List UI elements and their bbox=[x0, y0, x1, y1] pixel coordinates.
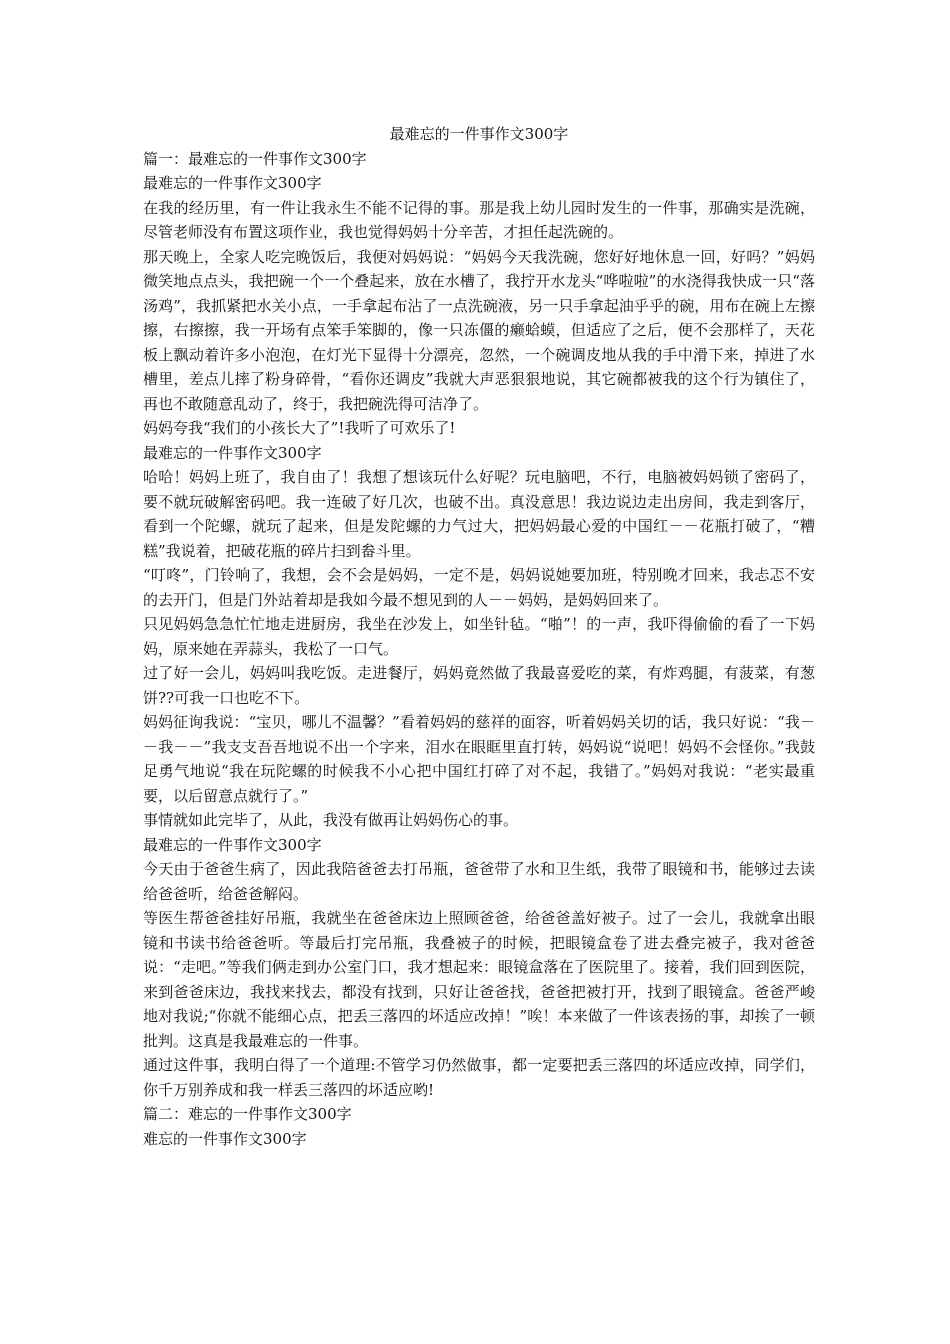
paragraph: 只见妈妈急急忙忙地走进厨房，我坐在沙发上，如坐针毡。“啪”！的一声，我吓得偷偷的看了一下妈妈，原来她在弄蒜头，我松了一口气。 bbox=[143, 615, 815, 658]
paragraph: 在我的经历里，有一件让我永生不能不记得的事。那是我上幼儿园时发生的一件事，那确实是洗碗，尽管老师没有布置这项作业，我也觉得妈妈十分辛苦，才担任起洗碗的。 bbox=[143, 198, 815, 241]
paragraph: 等医生帮爸爸挂好吊瓶，我就坐在爸爸床边上照顾爸爸，给爸爸盖好被子。过了一会儿，我就拿出眼镜和书读书给爸爸听。等最后打完吊瓶，我叠被子的时候，把眼镜盒卷了进去叠完被子，我对爸爸说：“走吧。”等我们俩走到办公室门口，我才想起来：眼镜盒落在了医院里了。接着，我们回到医院，来到爸爸床边，我找来找去，都没有找到，只好让爸爸找，爸爸把被打开，找到了眼镜盒。爸爸严峻地对我说;“你就不能细心点，把丢三落四的坏适应改掉！”唉！本来做了一件该表扬的事，却挨了一顿批判。这真是我最难忘的一件事。 bbox=[143, 909, 815, 1050]
paragraph: 过了好一会儿，妈妈叫我吃饭。走进餐厅，妈妈竟然做了我最喜爱吃的菜，有炸鸡腿，有菠菜，有葱饼??可我一口也吃不下。 bbox=[143, 664, 815, 707]
paragraph: 妈妈征询我说：“宝贝，哪儿不温馨？”看着妈妈的慈祥的面容，听着妈妈关切的话，我只好说：“我－－我－－”我支支吾吾地说不出一个字来，泪水在眼眶里直打转，妈妈说“说吧！妈妈不会怪你。”我鼓足勇气地说“我在玩陀螺的时候我不小心把中国红打碎了对不起，我错了。”妈妈对我说：“老实最重要，以后留意点就行了。” bbox=[143, 713, 815, 805]
paragraph: 今天由于爸爸生病了，因此我陪爸爸去打吊瓶，爸爸带了水和卫生纸，我带了眼镜和书，能够过去读给爸爸听，给爸爸解闷。 bbox=[143, 860, 815, 903]
paragraph: 篇二：难忘的一件事作文300字 bbox=[143, 1105, 352, 1123]
paragraph: 最难忘的一件事作文300字 bbox=[143, 443, 322, 462]
paragraph: 妈妈夸我“我们的小孩长大了”!我听了可欢乐了! bbox=[143, 419, 456, 437]
paragraph: 事情就如此完毕了，从此，我没有做再让妈妈伤心的事。 bbox=[143, 811, 519, 829]
paragraph: “叮咚”，门铃响了，我想，会不会是妈妈，一定不是，妈妈说她要加班，特别晚才回来，我忐忑不安的去开门，但是门外站着却是我如今最不想见到的人－－妈妈，是妈妈回来了。 bbox=[143, 566, 815, 609]
document-page bbox=[143, 122, 815, 1151]
paragraph: 最难忘的一件事作文300字 bbox=[143, 835, 322, 854]
paragraph: 哈哈！妈妈上班了，我自由了！我想了想该玩什么好呢？玩电脑吧，不行，电脑被妈妈锁了密码了，要不就玩破解密码吧。我一连破了好几次，也破不出。真没意思！我边说边走出房间，我走到客厅，看到一个陀螺，就玩了起来，但是发陀螺的力气过大，把妈妈最心爱的中国红－－花瓶打破了，“糟糕”我说着，把破花瓶的碎片扫到畚斗里。 bbox=[143, 468, 815, 560]
paragraph: 难忘的一件事作文300字 bbox=[143, 1129, 307, 1148]
paragraph: 篇一：最难忘的一件事作文300字 bbox=[143, 149, 367, 168]
paragraph: 最难忘的一件事作文300字 bbox=[143, 174, 322, 192]
paragraph: 那天晚上，全家人吃完晚饭后，我便对妈妈说：“妈妈今天我洗碗，您好好地休息一回，好吗？”妈妈微笑地点点头，我把碗一个一个叠起来，放在水槽了，我拧开水龙头“哗啦啦”的水浇得我快成一只“落汤鸡”，我抓紧把水关小点，一手拿起布沾了一点洗碗液，另一只手拿起油乎乎的碗，用布在碗上左擦擦，右擦擦，我一开场有点笨手笨脚的，像一只冻僵的癞蛤蟆，但适应了之后，便不会那样了，天花板上飘动着许多小泡泡，在灯光下显得十分漂亮，忽然，一个碗调皮地从我的手中滑下来，掉进了水槽里，差点儿摔了粉身碎骨，“看你还调皮”我就大声恶狠狠地说，其它碗都被我的这个行为镇住了，再也不敢随意乱动了，终于，我把碗洗得可洁净了。 bbox=[143, 247, 815, 413]
document-title: 最难忘的一件事作文300字 bbox=[389, 125, 569, 143]
paragraph: 通过这件事，我明白得了一个道理:不管学习仍然做事，都一定要把丢三落四的坏适应改掉，同学们，你千万别养成和我一样丢三落四的坏适应哟! bbox=[143, 1056, 815, 1099]
